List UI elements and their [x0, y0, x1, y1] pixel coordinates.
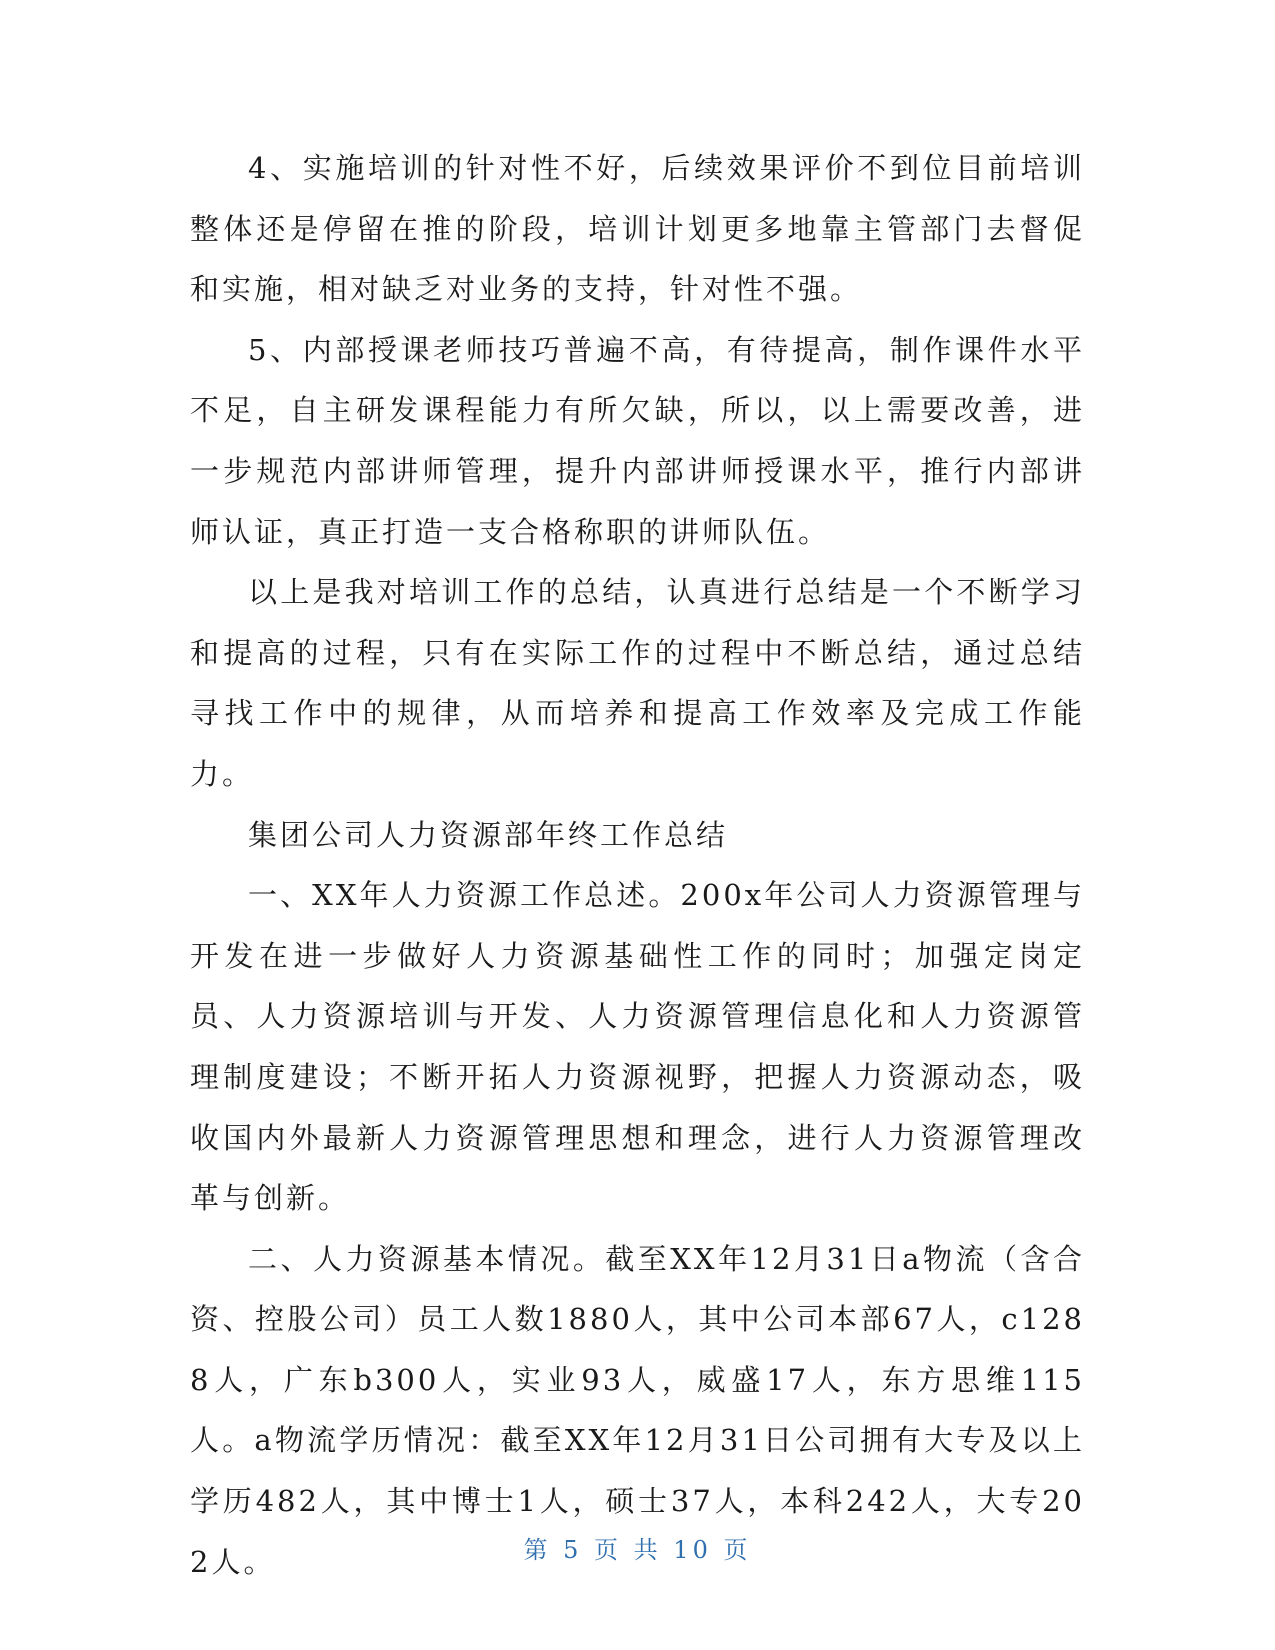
- page-footer: [0, 1530, 1275, 1565]
- paragraph-internal-instructors: 5、内部授课老师技巧普遍不高，有待提高，制作课件水平不足，自主研发课程能力有所欠缺，所以，以上需要改善，进一步规范内部讲师管理，提升内部讲师授课水平，推行内部讲师认证，真正打造一支合格称职的讲师队伍。: [190, 332, 1085, 549]
- document-body: [190, 138, 1085, 1592]
- paragraph-hr-basic-info: 二、人力资源基本情况。截至XX年12月31日a物流（含合资、控股公司）员工人数1880人，其中公司本部67人，c1288人，广东b300人，实业93人，威盛17人，东方思维115人。a物流学历情况：截至XX年12月31日公司拥有大专及以上学历482人，其中博士1人，硕士37人，本科242人，大专202人。: [190, 1241, 1085, 1579]
- paragraph-training-summary: 以上是我对培训工作的总结，认真进行总结是一个不断学习和提高的过程，只有在实际工作的过程中不断总结，通过总结寻找工作中的规律，从而培养和提高工作效率及完成工作能力。: [190, 575, 1085, 791]
- page-number: 第 5 页 共 10 页: [523, 1536, 752, 1564]
- paragraph-training-targeting: 4、实施培训的针对性不好，后续效果评价不到位目前培训整体还是停留在推的阶段，培训计划更多地靠主管部门去督促和实施，相对缺乏对业务的支持，针对性不强。: [190, 151, 1085, 307]
- paragraph-hr-overview: 一、XX年人力资源工作总述。200x年公司人力资源管理与开发在进一步做好人力资源基础性工作的同时；加强定岗定员、人力资源培训与开发、人力资源管理信息化和人力资源管理制度建设；不断开拓人力资源视野，把握人力资源动态，吸收国内外最新人力资源管理思想和理念，进行人力资源管理改革与创新。: [190, 878, 1085, 1216]
- section-title-hr-summary: 集团公司人力资源部年终工作总结: [248, 817, 729, 852]
